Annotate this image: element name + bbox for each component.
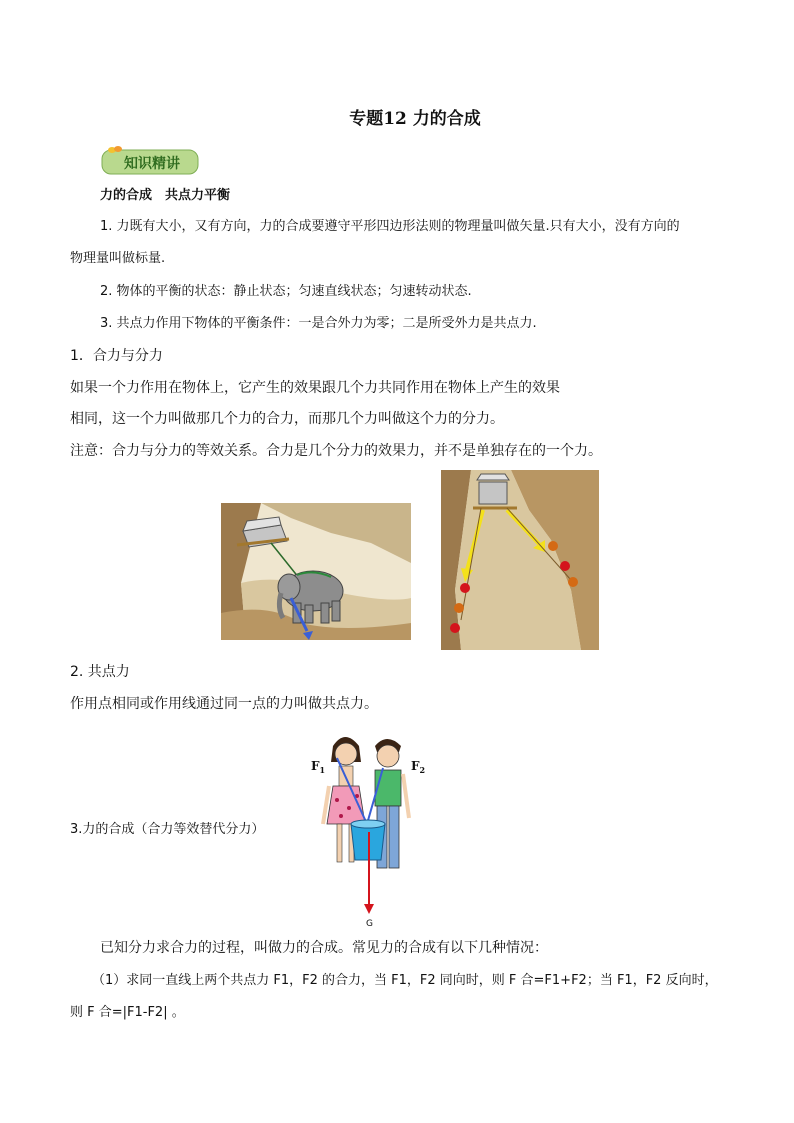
composition-intro: 已知分力求合力的过程，叫做力的合成。常见力的合成有以下几种情况：: [100, 940, 548, 956]
case1-line2: 则 F 合=|F1-F2| 。: [70, 1005, 185, 1020]
paragraph-vector-line2: 物理量叫做标量.: [70, 251, 166, 266]
paragraph-equilibrium-condition: 3. 共点力作用下物体的平衡条件：一是合外力为零；二是所受外力是共点力.: [100, 316, 537, 331]
note-paragraph: 注意：合力与分力的等效关系。合力是几个分力的效果力，并不是单独存在的一个力。: [70, 443, 602, 459]
paragraph-vector-line1: 1. 力既有大小，又有方向，力的合成要遵守平形四边形法则的物理量叫做矢量.只有大小，没有方向的: [100, 219, 680, 234]
paragraph-equilibrium-states: 2. 物体的平衡的状态：静止状态；匀速直线状态；匀速转动状态.: [100, 284, 472, 299]
children-bucket-figure: [305, 728, 435, 930]
section-heading: 力的合成 共点力平衡: [100, 188, 231, 203]
case1-line1: （1）求同一直线上两个共点力 F1，F2 的合力，当 F1，F2 同向时，则 F 合=F1+F2；当 F1，F2 反向时，: [92, 973, 718, 988]
subheading-resultant-component: 1．合力与分力: [70, 348, 163, 364]
subheading-force-composition: 3.力的合成（合力等效替代分力）: [70, 822, 265, 837]
force-label-f1: $F_1$: [311, 759, 326, 775]
page-title: 专题12 力的合成: [349, 109, 481, 129]
concurrent-forces-definition: 作用点相同或作用线通过同一点的力叫做共点力。: [70, 696, 378, 712]
badge-label: 知识精讲: [124, 156, 180, 172]
people-pulling-figure: [441, 470, 599, 650]
elephant-pulling-figure: [221, 503, 411, 640]
subheading-concurrent-forces: 2. 共点力: [70, 664, 130, 680]
definition-line1: 如果一个力作用在物体上，它产生的效果跟几个力共同作用在物体上产生的效果: [70, 380, 560, 396]
knowledge-badge: [100, 144, 200, 176]
force-label-g: G: [366, 919, 373, 929]
definition-line2: 相同，这一个力叫做那几个力的合力，而那几个力叫做这个力的分力。: [70, 411, 504, 427]
force-label-f2: $F_2$: [411, 759, 426, 775]
